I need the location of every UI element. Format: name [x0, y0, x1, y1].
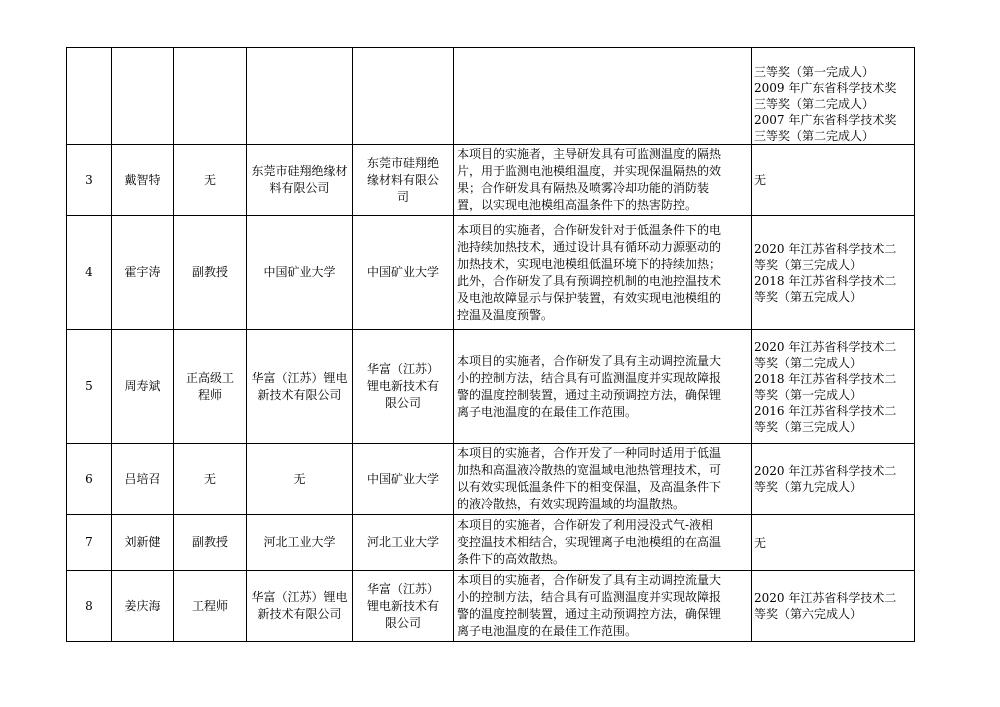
name-cell: 刘新健	[112, 515, 174, 571]
row-number-cell: 7	[67, 515, 112, 571]
contribution-line: 的液冷散热，有效实现跨温域的均温散热。	[457, 497, 686, 511]
name-cell: 霍宇涛	[112, 216, 174, 330]
award-line: 无	[754, 173, 767, 187]
table-row	[67, 515, 915, 571]
award-line: 2018 年江苏省科学技术二	[754, 273, 897, 288]
contribution-line: 本项目的实施者，合作研发了具有主动调控流量大	[457, 353, 722, 368]
job-title-cell	[174, 48, 247, 145]
contribution-line: 离子电池温度的在最佳工作范围。	[457, 404, 638, 419]
award-line: 等奖（第三完成人）	[754, 419, 863, 434]
row-number-cell: 5	[67, 330, 112, 444]
work-unit-cell: 华富（江苏）锂电 新技术有限公司	[247, 330, 353, 444]
table-row	[67, 48, 915, 145]
row-number-cell	[67, 48, 112, 145]
award-line: 2009 年广东省科学技术奖	[754, 81, 897, 95]
contribution-line: 加热技术，实现电池模组低温环境下的持续加热；	[457, 256, 722, 271]
table-row	[67, 145, 915, 216]
job-title-cell: 副教授	[174, 515, 247, 571]
contribution-line: 本项目的实施者，合作研发针对于低温条件下的电	[457, 222, 722, 237]
contribution-line: 置，以实现电池模组高温条件下的热害防控。	[457, 198, 698, 212]
award-line: 三等奖（第二完成人）	[754, 97, 875, 111]
contribution-line: 小的控制方法，结合具有可监测温度并实现故障报	[457, 370, 722, 385]
name-cell: 戴智特	[112, 145, 174, 216]
completion-unit-cell: 东莞市硅翔绝 缘材料有限公 司	[353, 145, 454, 216]
personnel-table	[66, 47, 915, 642]
contribution-cell	[454, 216, 752, 330]
contribution-cell	[454, 48, 752, 145]
job-title-cell: 工程师	[174, 571, 247, 642]
row-number-cell: 4	[67, 216, 112, 330]
award-line: 等奖（第九完成人）	[754, 480, 863, 494]
completion-unit-cell: 中国矿业大学	[353, 444, 454, 515]
awards-cell	[752, 216, 915, 330]
completion-unit-cell: 华富（江苏） 锂电新技术有 限公司	[353, 571, 454, 642]
work-unit-cell	[247, 48, 353, 145]
contribution-line: 控温及温度预警。	[457, 307, 554, 322]
contribution-line: 条件下的高效散热。	[457, 552, 566, 566]
contribution-line: 离子电池温度的在最佳工作范围。	[457, 624, 638, 638]
award-line: 2007 年广东省科学技术奖	[754, 113, 897, 127]
name-cell	[112, 48, 174, 145]
job-title-cell: 正高级工 程师	[174, 330, 247, 444]
awards-cell	[752, 145, 915, 216]
awards-cell	[752, 330, 915, 444]
contribution-line: 警的温度控制装置，通过主动预调控方法，确保锂	[457, 387, 722, 402]
name-cell: 姜庆海	[112, 571, 174, 642]
award-line: 等奖（第二完成人）	[754, 355, 863, 370]
awards-cell	[752, 571, 915, 642]
contribution-line: 果；合作研发具有隔热及喷雾冷却功能的消防装	[457, 181, 710, 195]
completion-unit-cell	[353, 48, 454, 145]
contribution-cell	[454, 444, 752, 515]
contribution-cell	[454, 515, 752, 571]
award-line: 2016 年江苏省科学技术二	[754, 403, 897, 418]
work-unit-cell: 华富（江苏）锂电 新技术有限公司	[247, 571, 353, 642]
table-row	[67, 216, 915, 330]
award-line: 2018 年江苏省科学技术二	[754, 371, 897, 386]
table-row	[67, 444, 915, 515]
job-title-cell: 无	[174, 145, 247, 216]
contribution-line: 本项目的实施者，合作开发了一种同时适用于低温	[457, 446, 722, 460]
contribution-line: 加热和高温液冷散热的宽温域电池热管理技术，可	[457, 463, 722, 477]
award-line: 三等奖（第二完成人）	[754, 129, 875, 143]
contribution-line: 本项目的实施者，主导研发具有可监测温度的隔热	[457, 147, 722, 161]
row-number-cell: 6	[67, 444, 112, 515]
award-line: 等奖（第三完成人）	[754, 257, 863, 272]
job-title-cell: 副教授	[174, 216, 247, 330]
contribution-line: 及电池故障显示与保护装置，有效实现电池模组的	[457, 290, 722, 305]
award-line: 2020 年江苏省科学技术二	[754, 241, 897, 256]
contribution-line: 此外，合作研发了具有预调控机制的电池控温技术	[457, 273, 722, 288]
row-number-cell: 3	[67, 145, 112, 216]
contribution-line: 以有效实现低温条件下的相变保温，及高温条件下	[457, 480, 722, 494]
contribution-cell	[454, 571, 752, 642]
contribution-line: 小的控制方法，结合具有可监测温度并实现故障报	[457, 590, 722, 604]
completion-unit-cell: 河北工业大学	[353, 515, 454, 571]
contribution-line: 片，用于监测电池模组温度，并实现保温隔热的效	[457, 164, 722, 178]
completion-unit-cell: 华富（江苏） 锂电新技术有 限公司	[353, 330, 454, 444]
award-line: 三等奖（第一完成人）	[754, 65, 875, 79]
work-unit-cell: 无	[247, 444, 353, 515]
award-line: 2020 年江苏省科学技术二	[754, 464, 897, 478]
table-row	[67, 571, 915, 642]
award-line: 无	[754, 535, 767, 550]
name-cell: 吕培召	[112, 444, 174, 515]
award-line: 2020 年江苏省科学技术二	[754, 591, 897, 605]
awards-cell	[752, 48, 915, 145]
contribution-line: 变控温技术相结合，实现锂离子电池模组的在高温	[457, 535, 722, 549]
awards-cell	[752, 515, 915, 571]
award-line: 等奖（第一完成人）	[754, 387, 863, 402]
award-line: 2020 年江苏省科学技术二	[754, 339, 897, 354]
work-unit-cell: 中国矿业大学	[247, 216, 353, 330]
job-title-cell: 无	[174, 444, 247, 515]
work-unit-cell: 河北工业大学	[247, 515, 353, 571]
contribution-line: 本项目的实施者，合作研发了利用浸没式气-液相	[457, 518, 714, 532]
contribution-line: 本项目的实施者，合作研发了具有主动调控流量大	[457, 573, 722, 587]
row-number-cell: 8	[67, 571, 112, 642]
contribution-cell	[454, 145, 752, 216]
award-line: 等奖（第六完成人）	[754, 607, 863, 621]
contribution-cell	[454, 330, 752, 444]
name-cell: 周寿斌	[112, 330, 174, 444]
contribution-line: 警的温度控制装置，通过主动预调控方法，确保锂	[457, 607, 722, 621]
award-line: 等奖（第五完成人）	[754, 289, 863, 304]
work-unit-cell: 东莞市硅翔绝缘材 料有限公司	[247, 145, 353, 216]
contribution-line: 池持续加热技术，通过设计具有循环动力源驱动的	[457, 239, 722, 254]
completion-unit-cell: 中国矿业大学	[353, 216, 454, 330]
table-row	[67, 330, 915, 444]
awards-cell	[752, 444, 915, 515]
